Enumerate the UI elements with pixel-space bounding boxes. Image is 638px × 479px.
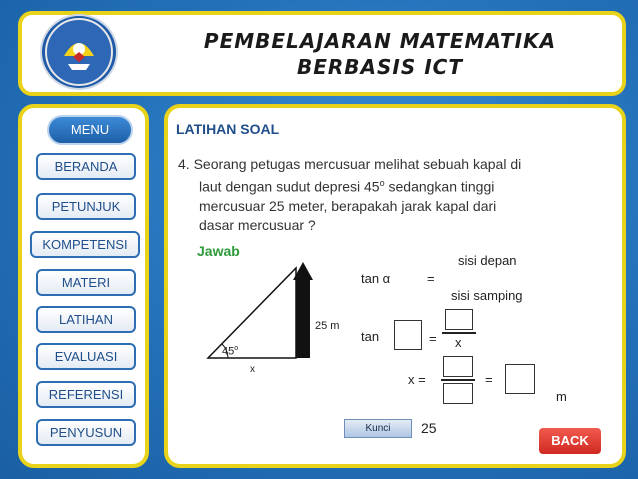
- sisi-depan-text: sisi depan: [458, 253, 517, 268]
- nav-materi-button[interactable]: MATERI: [36, 269, 136, 296]
- tut-wuri-handayani-logo-icon: [40, 14, 118, 90]
- menu-label: MENU: [47, 115, 133, 145]
- height-label: 25 m: [315, 320, 340, 332]
- question-line-4: dasar mercusuar ?: [199, 216, 316, 233]
- question-line-1: 4. Seorang petugas mercusuar melihat sebuah kapal di: [178, 156, 522, 172]
- nav-latihan-button[interactable]: LATIHAN: [36, 306, 136, 333]
- tan-alpha-text: tan α: [361, 271, 391, 286]
- page-title: [180, 28, 580, 80]
- equals-2: =: [429, 331, 437, 346]
- question-line-2: laut dengan sudut depresi 45$^o$ sedangkan tinggi: [199, 178, 495, 195]
- nav-kompetensi-button[interactable]: KOMPETENSI: [30, 231, 140, 258]
- nav-beranda-button[interactable]: BERANDA: [36, 153, 136, 180]
- angle-label: 45$^o$: [222, 345, 239, 358]
- section-title: LATIHAN SOAL: [176, 121, 280, 137]
- x-equals-text: x =: [408, 372, 426, 387]
- title-line-1: PEMBELAJARAN MATEMATIKA: [203, 29, 557, 53]
- fraction-line-2: [441, 379, 475, 381]
- equals-3: =: [485, 372, 493, 387]
- kunci-button[interactable]: Kunci: [344, 419, 412, 438]
- nav-referensi-button[interactable]: REFERENSI: [36, 381, 136, 408]
- fraction-line-1: [442, 332, 476, 334]
- tan-text: tan: [361, 329, 380, 344]
- triangle-figure: [200, 260, 320, 365]
- angle-answer-box[interactable]: [394, 320, 422, 350]
- title-line-2: BERBASIS ICT: [296, 55, 463, 79]
- back-button[interactable]: BACK: [539, 428, 601, 454]
- equals-1: =: [427, 271, 435, 286]
- nav-evaluasi-button[interactable]: EVALUASI: [36, 343, 136, 370]
- x-numerator-box[interactable]: [443, 356, 473, 377]
- numerator-answer-box[interactable]: [445, 309, 473, 330]
- jawab-label: Jawab: [197, 243, 240, 259]
- nav-penyusun-button[interactable]: PENYUSUN: [36, 419, 136, 446]
- base-label: x: [250, 364, 255, 375]
- question-line-3: mercusuar 25 meter, berapakah jarak kapal dari: [199, 197, 497, 214]
- kunci-value: 25: [421, 420, 437, 436]
- sisi-samping-text: sisi samping: [451, 288, 523, 303]
- unit-m: m: [556, 389, 567, 404]
- question-text: [178, 155, 598, 235]
- nav-petunjuk-button[interactable]: PETUNJUK: [36, 193, 136, 220]
- x-denominator-box[interactable]: [443, 383, 473, 404]
- x-denominator: x: [455, 335, 462, 350]
- x-result-box[interactable]: [505, 364, 535, 394]
